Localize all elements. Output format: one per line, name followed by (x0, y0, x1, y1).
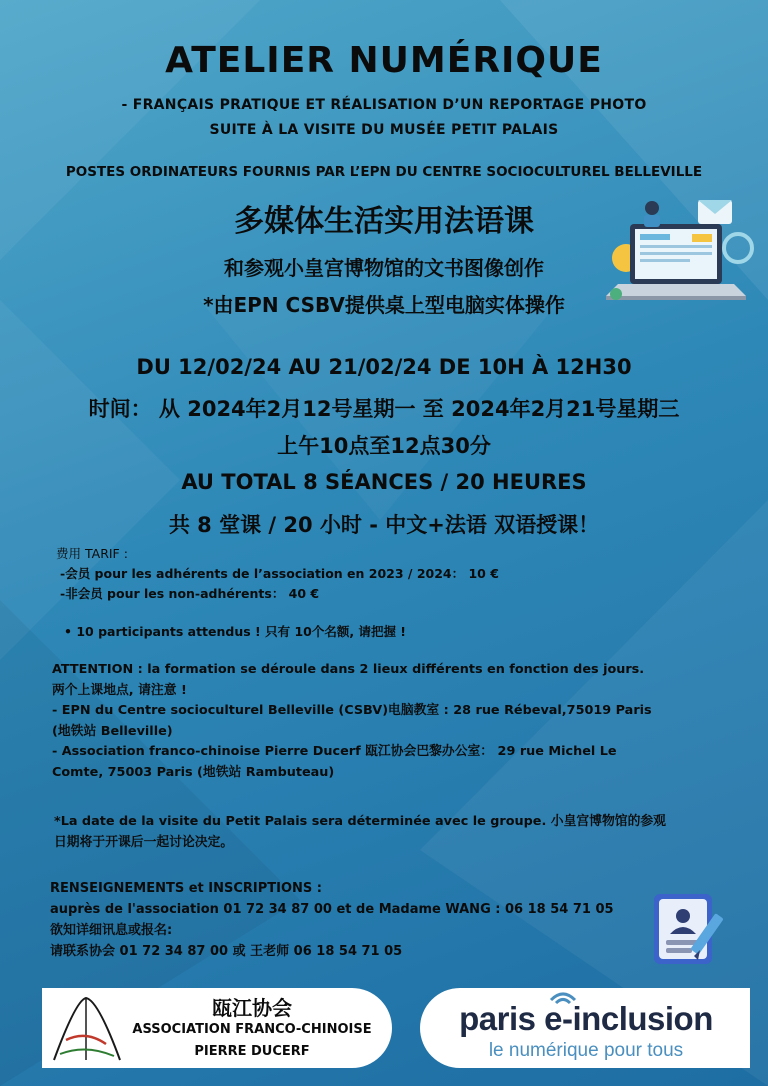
total-chinese: 共 8 堂课 / 20 小时 - 中文+法语 双语授课！ (168, 513, 600, 537)
postes-info: POSTES ORDINATEURS FOURNIS PAR L’EPN DU CENTRE SOCIOCULTUREL BELLEVILLE (65, 164, 703, 180)
paris-e-inclusion-wordmark: paris e-inclusion (459, 1000, 713, 1037)
contact-line-2: 欲知详细讯息或报名: (50, 923, 173, 938)
attention-line-1: ATTENTION : la formation se déroule dans 2 lieux différents en fonction des jours. (52, 662, 645, 677)
tarif-section (56, 544, 499, 604)
association-name-line-1: ASSOCIATION FRANCO-CHINOISE (132, 1022, 372, 1037)
subtitle-line-1: - FRANÇAIS PRATIQUE ET RÉALISATION D’UN REPORTAGE PHOTO (121, 97, 647, 113)
tarif-members: -会员 pour les adhérents de l’association en 2023 / 2024： 10 € (60, 566, 499, 581)
paris-e-inclusion-tagline: le numérique pour tous (488, 1040, 684, 1061)
association-name-line-2: PIERRE DUCERF (194, 1044, 310, 1059)
association-logo (42, 988, 392, 1068)
laptop-illustration-icon (600, 190, 756, 310)
attention-section (52, 660, 732, 783)
tarif-non-members: -非会员 pour les non-adhérents： 40 € (60, 586, 320, 601)
attention-line-4: (地铁站 Belleville) (52, 723, 173, 739)
contact-line-3: 请联系协会 01 72 34 87 00 或 王老师 06 18 54 71 05 (50, 944, 403, 959)
subtitle-line-2: SUITE À LA VISITE DU MUSÉE PETIT PALAIS (209, 122, 559, 138)
attention-line-2: 两个上课地点, 请注意 ! (52, 682, 187, 698)
chinese-subtitle-1: 和参观小皇宫博物馆的文书图像创作 (224, 256, 544, 280)
dates-chinese: 时间： 从 2024年2月12号星期一 至 2024年2月21号星期三 (88, 397, 680, 421)
attention-line-6: Comte, 75003 Paris (地铁站 Rambuteau) (52, 764, 335, 780)
participants-text: 10 participants attendus ! 只有 10个名额, 请把握 ! (76, 624, 406, 639)
contact-section (50, 878, 614, 962)
contact-heading: RENSEIGNEMENTS et INSCRIPTIONS : (50, 881, 323, 896)
visit-line-2: 日期将于开课后一起讨论决定。 (54, 834, 234, 850)
visit-line-1: *La date de la visite du Petit Palais sera déterminée avec le groupe. 小皇宫博物馆的参观 (54, 814, 666, 829)
visit-section (54, 812, 734, 853)
chinese-title: 多媒体生活实用法语课 (234, 204, 534, 239)
tarif-heading: 费用 TARIF : (56, 546, 128, 561)
participants-item (64, 622, 406, 642)
hours-chinese: 上午10点至12点30分 (277, 434, 491, 458)
bullet-icon: • (64, 624, 77, 639)
chinese-subtitle-2: *由EPN CSBV提供桌上型电脑实体操作 (203, 293, 565, 317)
total-french: AU TOTAL 8 SÉANCES / 20 HEURES (181, 470, 587, 494)
paris-e-inclusion-logo (420, 988, 750, 1068)
attention-line-3: - EPN du Centre socioculturel Belleville (CSBV)电脑教室 : 28 rue Rébeval,75019 Paris (52, 703, 652, 718)
registration-form-icon (648, 890, 732, 970)
attention-line-5: - Association franco-chinoise Pierre Ducerf 瓯江协会巴黎办公室： 29 rue Michel Le (52, 744, 617, 759)
dates-french: DU 12/02/24 AU 21/02/24 DE 10H À 12H30 (136, 355, 632, 379)
page-title: ATELIER NUMÉRIQUE (165, 40, 603, 81)
contact-line-1: auprès de l'association 01 72 34 87 00 et de Madame WANG : 06 18 54 71 05 (50, 902, 614, 917)
association-chinese-name: 瓯江协会 (212, 996, 292, 1020)
